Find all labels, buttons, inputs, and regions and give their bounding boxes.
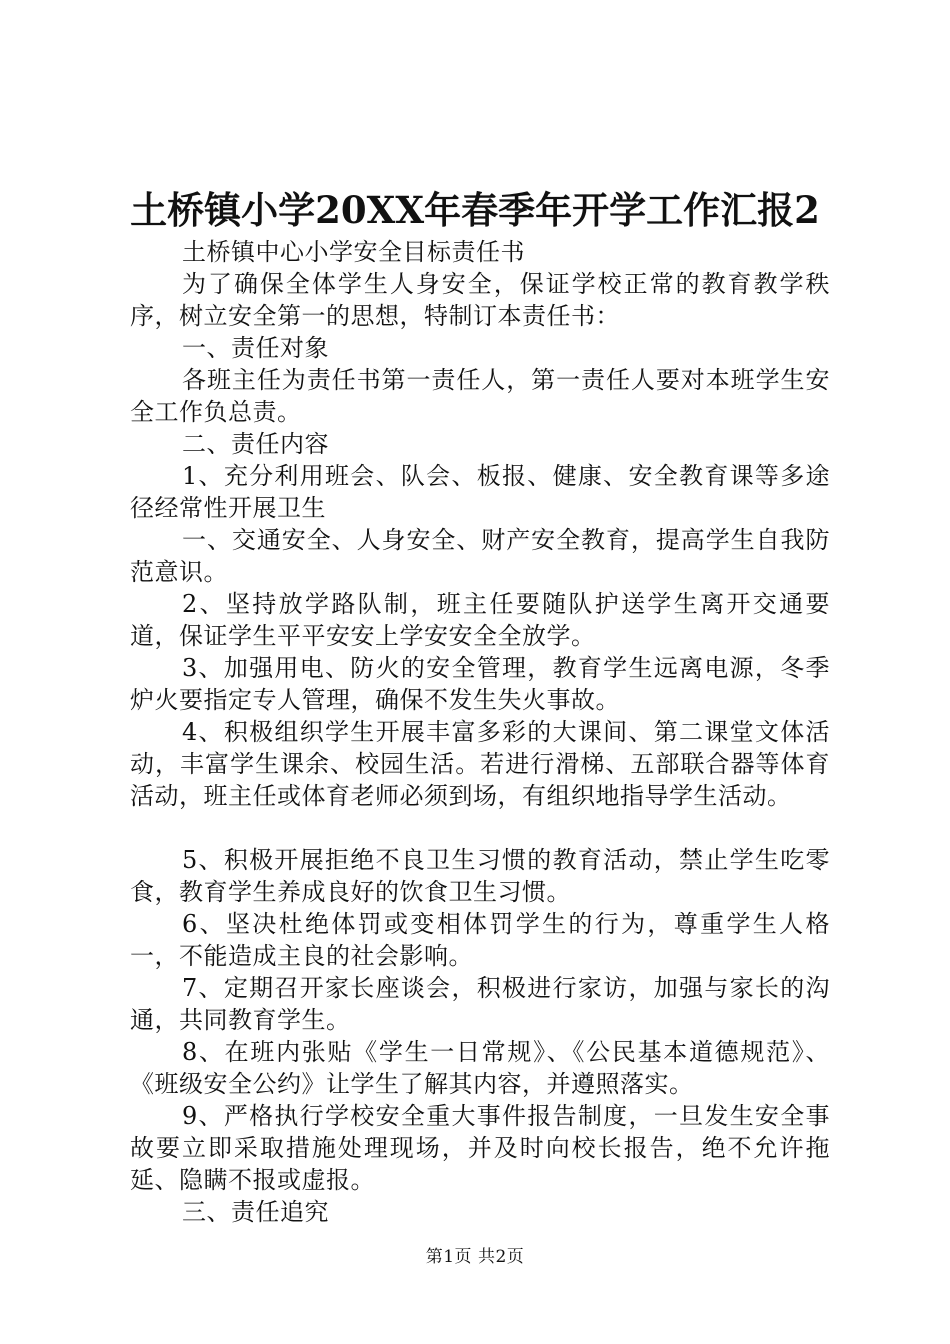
paragraph: 为了确保全体学生人身安全，保证学校正常的教育教学秩序，树立安全第一的思想，特制订本责任书： <box>130 270 830 330</box>
paragraph: 一、交通安全、人身安全、财产安全教育，提高学生自我防范意识。 <box>130 526 830 586</box>
paragraph: 8、在班内张贴《学生一日常规》、《公民基本道德规范》、《班级安全公约》让学生了解其内容，并遵照落实。 <box>130 1038 830 1098</box>
paragraph: 5、积极开展拒绝不良卫生习惯的教育活动，禁止学生吃零食，教育学生养成良好的饮食卫生习惯。 <box>130 846 830 906</box>
paragraph: 2、坚持放学路队制，班主任要随队护送学生离开交通要道，保证学生平平安安上学安安全全放学。 <box>130 590 830 650</box>
paragraph-subtitle: 土桥镇中心小学安全目标责任书 <box>182 238 525 266</box>
paragraph: 3、加强用电、防火的安全管理，教育学生远离电源，冬季炉火要指定专人管理，确保不发生失火事故。 <box>130 654 830 714</box>
paragraph: 1、充分利用班会、队会、板报、健康、安全教育课等多途径经常性开展卫生 <box>130 462 830 522</box>
paragraph: 7、定期召开家长座谈会，积极进行家访，加强与家长的沟通，共同教育学生。 <box>130 974 830 1034</box>
section-heading: 三、责任追究 <box>182 1198 329 1226</box>
section-heading: 一、责任对象 <box>182 334 329 362</box>
paragraph: 4、积极组织学生开展丰富多彩的大课间、第二课堂文体活动，丰富学生课余、校园生活。若进行滑梯、五部联合器等体育活动，班主任或体育老师必须到场，有组织地指导学生活动。 <box>130 718 830 810</box>
page-footer: 第1页 共2页 <box>425 1247 525 1267</box>
paragraph: 各班主任为责任书第一责任人，第一责任人要对本班学生安全工作负总责。 <box>130 366 830 426</box>
document-body <box>130 236 830 1228</box>
paragraph-gap <box>130 812 830 844</box>
paragraph: 6、坚决杜绝体罚或变相体罚学生的行为，尊重学生人格一，不能造成主良的社会影响。 <box>130 910 830 970</box>
paragraph: 9、严格执行学校安全重大事件报告制度，一旦发生安全事故要立即采取措施处理现场，并及时向校长报告，绝不允许拖延、隐瞒不报或虚报。 <box>130 1102 830 1194</box>
document-title: 土桥镇小学20XX年春季年开学工作汇报2 <box>130 188 820 232</box>
section-heading: 二、责任内容 <box>182 430 329 458</box>
